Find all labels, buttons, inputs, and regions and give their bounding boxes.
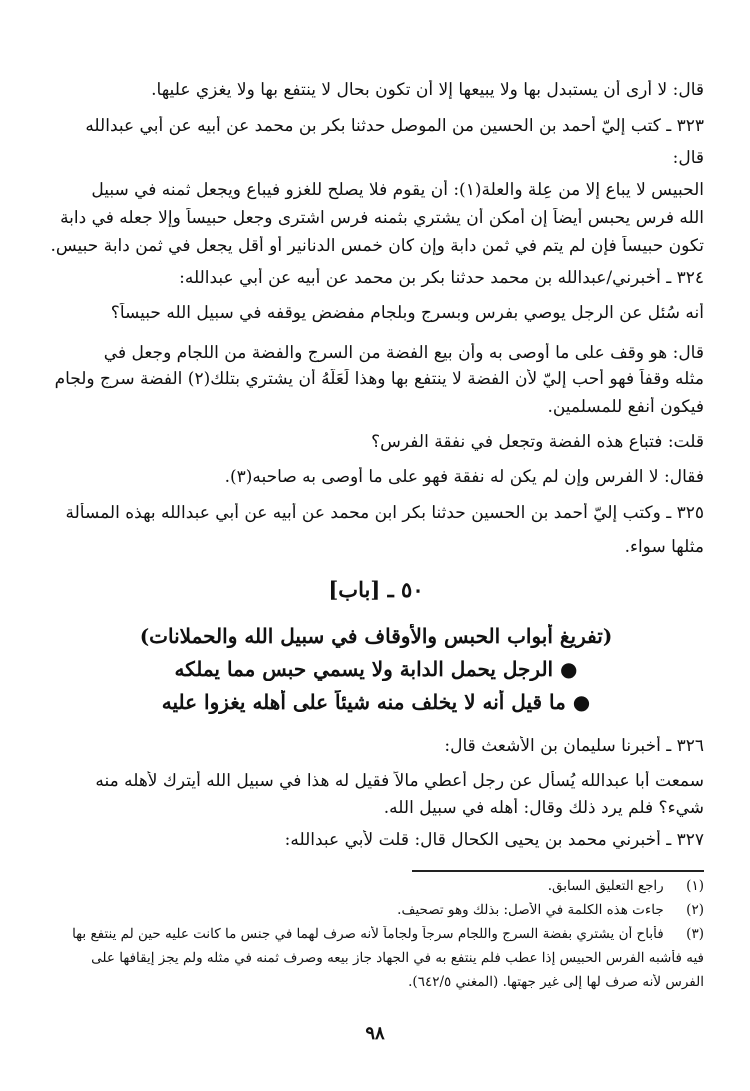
text-line: سمعت أبا عبدالله يُسأل عن رجل أعطي مالاً فقيل له هذا في سبيل الله أيترك لأهله منه [95,771,704,791]
text-line: قلت: فتباع هذه الفضة وتجعل في نفقة الفرس؟ [371,432,704,452]
narration-325: ٣٢٥ ـ وكتب إليّ أحمد بن الحسين حدثنا بكر ابن محمد عن أبيه عن أبي عبدالله بهذه المسألة [65,503,704,523]
text-line: تكون حبيساً فإن لم يتم في ثمن دابة وإن كان خمس الدنانير أو أقل يجعل في ثمن دابة حبيس. [50,236,704,256]
text-line: شيء؟ فلم يرد ذلك وقال: أهله في سبيل الله. [383,798,704,818]
footnote-3-cont: فيه فأشبه الفرس الحبيس إذا عطب فلم ينتفع به في الجهاد جاز بيعه وصرف ثمنه في مثله ولم يجز إيقافها على [91,950,704,966]
narration-326: ٣٢٦ ـ أخبرنا سليمان بن الأشعث قال: [444,736,704,756]
text-line: مثلها سواء. [624,537,704,557]
text-line: الله فرس يحبس أيضاً إن أمكن أن يشتري بثمنه فرس اشترى وجعل حبيساً وإلا جعله في دابة [60,208,704,228]
text-line: الحبيس لا يباع إلا من عِلة والعلة(١): أن يقوم فلا يصلح للغزو فيباع ويجعل ثمنه في سبيل [91,180,704,200]
footnote-3-cont: الفرس لأنه صرف لها إلى غير جهتها. (المغني ٦٤٢/٥). [408,974,704,990]
narration-327: ٣٢٧ ـ أخبرني محمد بن يحيى الكحال قال: قلت لأبي عبدالله: [284,830,704,850]
text-line: أنه سُئل عن الرجل يوصي بفرس وبسرج وبلجام مفضض يوقفه في سبيل الله حبيساً؟ [110,303,704,323]
footnote-text: جاءت هذه الكلمة في الأصل: بذلك وهو تصحيف. [397,902,664,918]
chapter-title: ٥٠ ـ [باب] [328,577,424,602]
chapter-subtitle: (تفريغ أبواب الحبس والأوقاف في سبيل الله والحملانات) [139,624,613,648]
footnote-text: راجع التعليق السابق. [547,878,664,894]
footnote-number: (٢) [686,902,704,918]
footnote-number: (١) [686,878,704,894]
footnote-1 [48,878,704,894]
text-line: قال: [672,148,704,168]
footnote-divider [412,870,704,872]
text-line: فقال: لا الفرس وإن لم يكن له نفقة فهو على ما أوصى به صاحبه(٣). [224,467,704,487]
text-line: مثله وقفاً فهو أحب إليّ لأن الفضة لا ينتفع بها وهذا لَعَلَّهُ أن يشتري بتلك(٢) الفضة سرج ولجام [54,369,704,389]
footnote-text: فأباح أن يشتري بفضة السرج واللجام سرجاً ولجاماً لأنه صرف لهما في جنس ما كانت عليه حين لم ينتفع بها [72,926,664,942]
footnote-2 [48,902,704,918]
footnote-3 [48,926,704,942]
chapter-bullet-1: ● الرجل يحمل الدابة ولا يسمي حبس مما يملكه [174,657,578,681]
narration-323: ٣٢٣ ـ كتب إليّ أحمد بن الحسين من الموصل حدثنا بكر بن محمد عن أبيه عن أبي عبدالله [85,116,704,136]
page-number: ٩٨ [365,1023,385,1044]
chapter-bullet-2: ● ما قيل أنه لا يخلف منه شيئاً على أهله يغزوا عليه [161,690,591,714]
narration-324: ٣٢٤ ـ أخبرني/عبدالله بن محمد حدثنا بكر بن محمد عن أبيه عن أبي عبدالله: [179,268,704,288]
text-line: قال: هو وقف على ما أوصى به وأن بيع الفضة من السرج والفضة من اللجام وجعل في [103,343,704,363]
text-line: قال: لا أرى أن يستبدل بها ولا يبيعها إلا أن تكون بحال لا ينتفع بها ولا يغزي عليها. [151,80,704,100]
footnote-number: (٣) [686,926,704,942]
text-line: فيكون أنفع للمسلمين. [547,397,704,417]
